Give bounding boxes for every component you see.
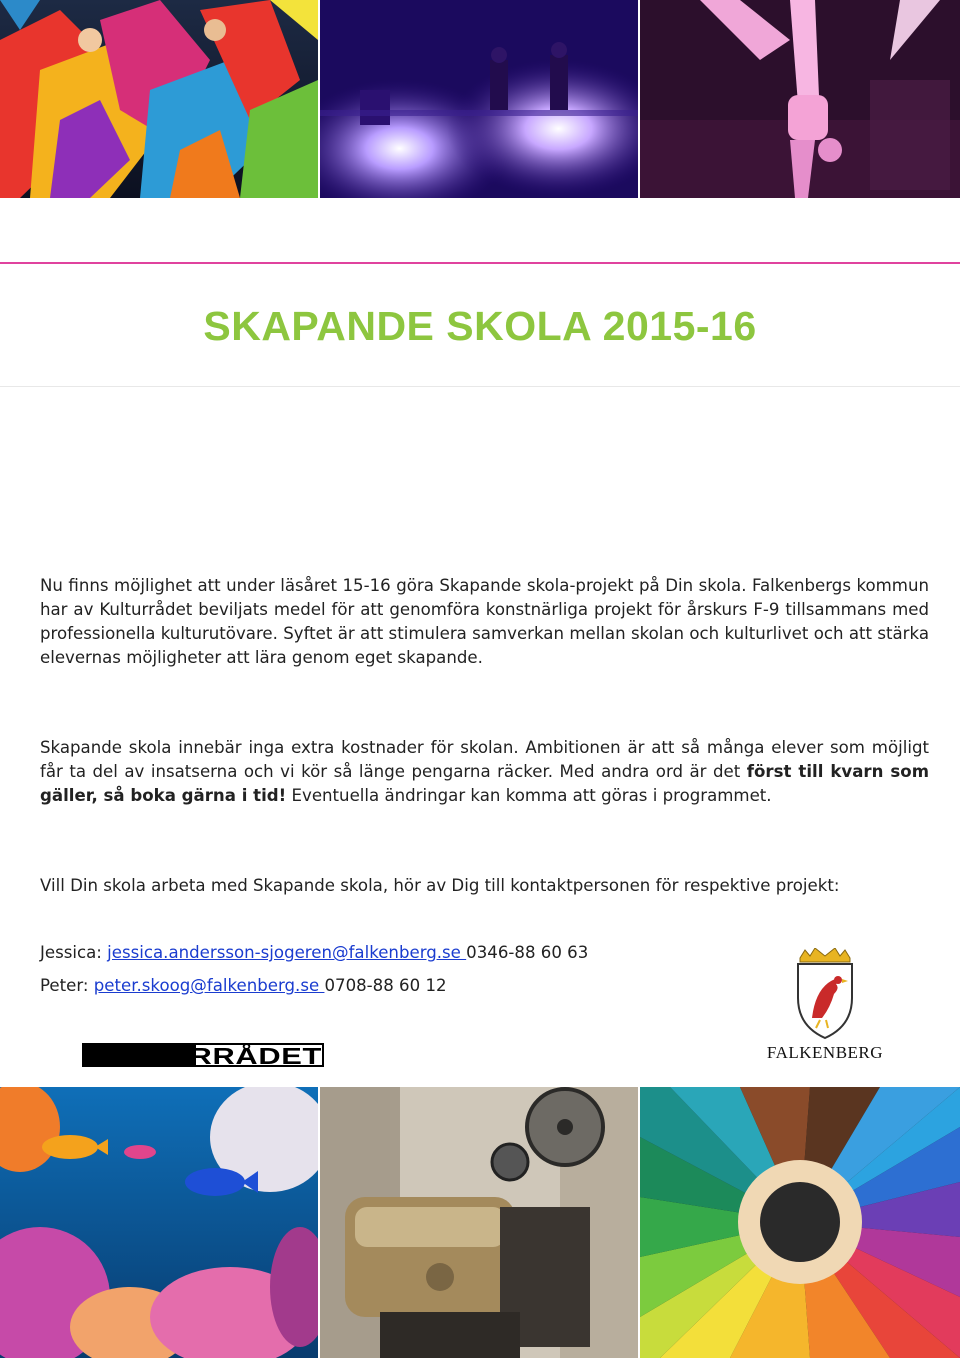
contact-peter [40, 974, 447, 998]
cost-text-a: Skapande skola innebär inga extra kostnader för skolan. Ambitionen är att så många elever som möjligt får ta del av insatserna och vi kör så länge pengarna räcker. Med andra ord är det [40, 738, 929, 781]
email-link-jessica[interactable]: jessica.andersson-sjogeren@falkenberg.se [107, 943, 467, 962]
contact-phone: 0708-88 60 12 [324, 976, 447, 995]
kulturradet-logo-text: KULTURRÅDET [84, 1043, 262, 1067]
page-title: SKAPANDE SKOLA 2015-16 [203, 303, 757, 349]
concert-photo [320, 0, 638, 198]
title-top-rule [0, 262, 960, 264]
intro-paragraph: Nu finns möjlighet att under läsåret 15-16 göra Skapande skola-projekt på Din skola. Falkenbergs kommun har av Kulturrådet beviljats medel för att genomföra konstnärliga projekt för årskurs F-9 tillsammans med professionella kulturutövare. Syftet är att stimulera samverkan mellan skolan och kulturlivet och att stärka elevernas möjligheter att lära genom eget skapande. [40, 576, 929, 667]
colored-pencils-photo [640, 1087, 960, 1358]
falkenberg-wordmark: FALKENBERG [766, 1043, 884, 1062]
dancers-photo [0, 0, 318, 198]
acrobat-photo [640, 0, 960, 198]
cost-paragraph [40, 736, 929, 808]
kulturradet-logo [82, 1043, 324, 1067]
cost-text-bold: först till kvarn som gäller, så boka gärna i tid! [40, 762, 929, 805]
coral-reef-photo [0, 1087, 318, 1358]
contact-intro: Vill Din skola arbeta med Skapande skola, hör av Dig till kontaktpersonen för respektive projekt: [40, 876, 840, 895]
film-projector-photo [320, 1087, 638, 1358]
email-link-peter[interactable]: peter.skoog@falkenberg.se [93, 976, 325, 995]
contact-jessica [40, 941, 588, 965]
cost-text-b: Eventuella ändringar kan komma att göras i programmet. [286, 786, 772, 805]
contact-phone: 0346-88 60 63 [466, 943, 589, 962]
contact-label: Peter: [40, 976, 94, 995]
title-bottom-rule [0, 386, 960, 387]
contact-label: Jessica: [40, 943, 108, 962]
